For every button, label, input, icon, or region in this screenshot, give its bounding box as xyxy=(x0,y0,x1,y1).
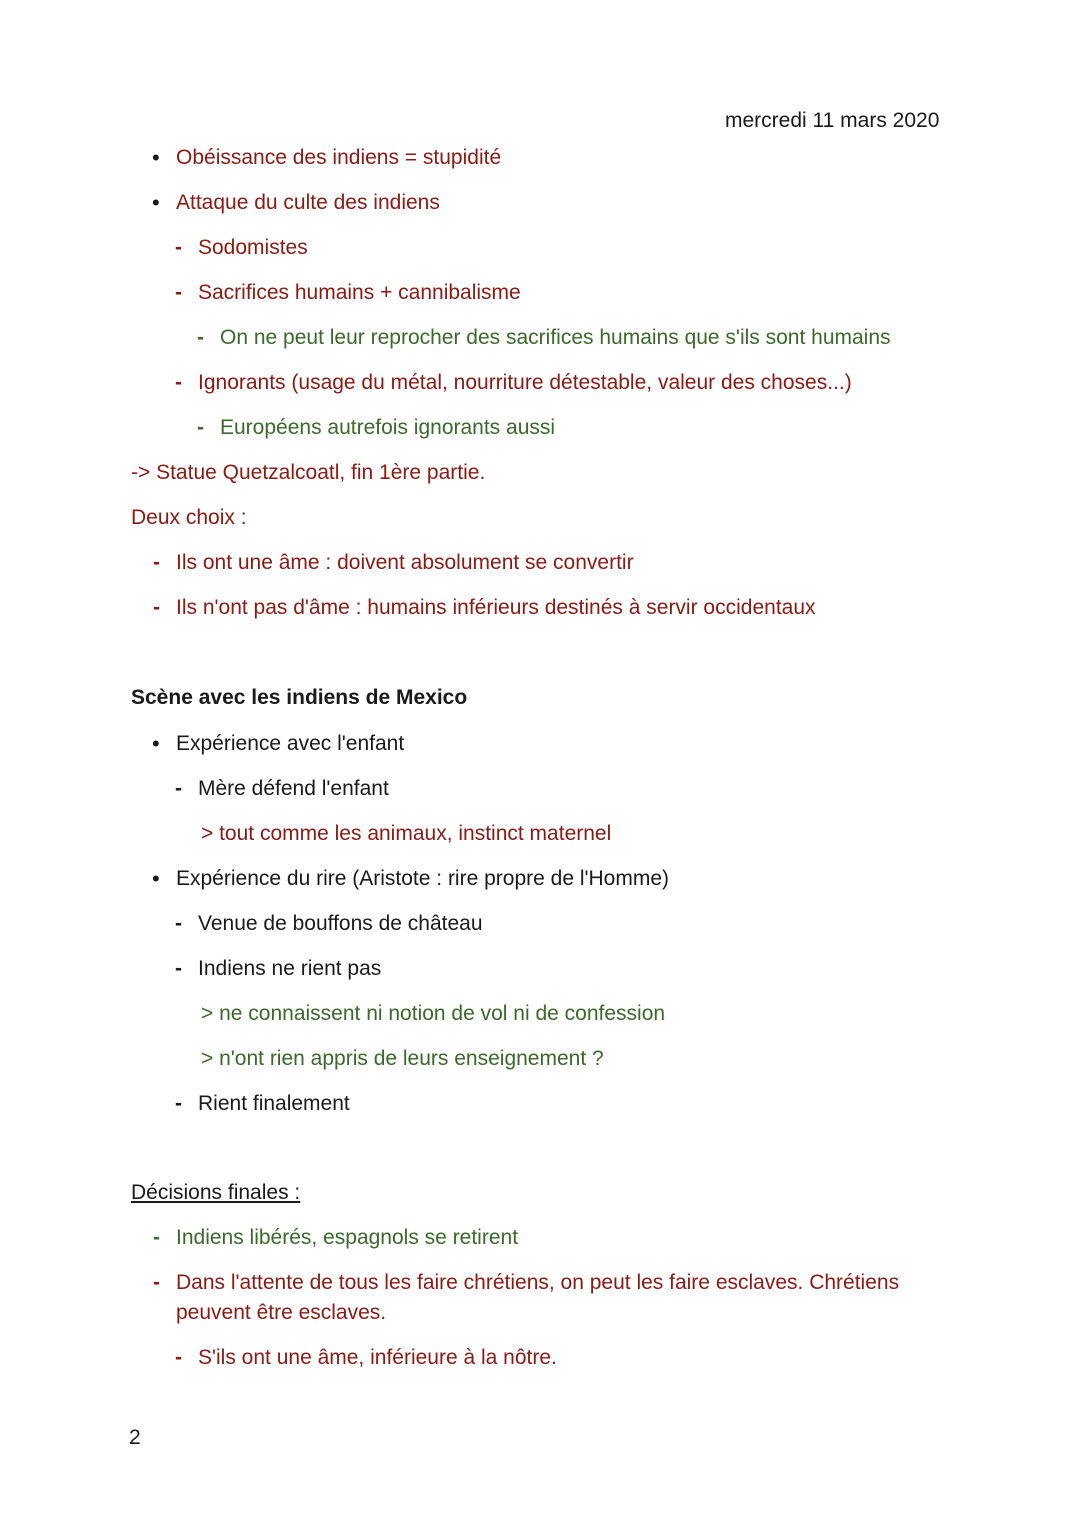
dash-marker: - xyxy=(175,1346,182,1369)
dash-indiens-liberes: Indiens libérés, espagnols se retirent xyxy=(176,1226,519,1249)
dash-esclaves-line1: Dans l'attente de tous les faire chrétiens, on peut les faire esclaves. Chrétiens xyxy=(176,1271,900,1294)
dash-marker: - xyxy=(175,236,182,259)
dash-indiens-rient-pas: Indiens ne rient pas xyxy=(198,957,382,980)
choice-ame: Ils ont une âme : doivent absolument se convertir xyxy=(176,551,634,574)
dash-ignorants: Ignorants (usage du métal, nourriture détestable, valeur des choses...) xyxy=(198,371,852,394)
bullet-marker: • xyxy=(152,731,160,756)
deux-choix-title: Deux choix : xyxy=(131,506,247,529)
dash-mere-defend: Mère défend l'enfant xyxy=(198,777,389,800)
dash-marker: - xyxy=(175,1092,182,1115)
page-number: 2 xyxy=(129,1426,141,1449)
dash-sodomistes: Sodomistes xyxy=(198,236,308,259)
bullet-experience-enfant: Expérience avec l'enfant xyxy=(176,732,405,755)
bullet-marker: • xyxy=(152,145,160,170)
section-title-mexico: Scène avec les indiens de Mexico xyxy=(131,686,468,709)
dash-marker: - xyxy=(153,596,160,619)
dash-rient-finalement: Rient finalement xyxy=(198,1092,350,1115)
bullet-marker: • xyxy=(152,866,160,891)
dash-marker: - xyxy=(153,551,160,574)
dash-bouffons: Venue de bouffons de château xyxy=(198,912,483,935)
dash-europeens-ignorants: Européens autrefois ignorants aussi xyxy=(220,416,556,439)
dash-marker: - xyxy=(175,371,182,394)
dash-esclaves-line2: peuvent être esclaves. xyxy=(176,1301,387,1324)
bullet-experience-rire: Expérience du rire (Aristote : rire propre de l'Homme) xyxy=(176,867,670,890)
dash-marker: - xyxy=(153,1271,160,1294)
bullet-obeissance: Obéissance des indiens = stupidité xyxy=(176,146,502,169)
dash-marker: - xyxy=(175,957,182,980)
dash-marker: - xyxy=(197,416,204,439)
section-title-decisions: Décisions finales : xyxy=(131,1181,301,1204)
dash-reproche-sacrifices: On ne peut leur reprocher des sacrifices humains que s'ils sont humains xyxy=(220,326,891,349)
choice-pas-ame: Ils n'ont pas d'âme : humains inférieurs destinés à servir occidentaux xyxy=(176,596,816,619)
dash-sacrifices: Sacrifices humains + cannibalisme xyxy=(198,281,521,304)
note-rien-appris: > n'ont rien appris de leurs enseignement ? xyxy=(201,1047,604,1070)
note-instinct-maternel: > tout comme les animaux, instinct maternel xyxy=(201,822,612,845)
dash-marker: - xyxy=(153,1226,160,1249)
dash-ame-inferieure: S'ils ont une âme, inférieure à la nôtre. xyxy=(198,1346,557,1369)
dash-marker: - xyxy=(175,912,182,935)
dash-marker: - xyxy=(175,777,182,800)
arrow-quetzalcoatl: -> Statue Quetzalcoatl, fin 1ère partie. xyxy=(131,461,486,484)
note-vol-confession: > ne connaissent ni notion de vol ni de confession xyxy=(201,1002,666,1025)
bullet-marker: • xyxy=(152,190,160,215)
dash-marker: - xyxy=(197,326,204,349)
page-date: mercredi 11 mars 2020 xyxy=(725,109,940,132)
dash-marker: - xyxy=(175,281,182,304)
bullet-attaque-culte: Attaque du culte des indiens xyxy=(176,191,440,214)
